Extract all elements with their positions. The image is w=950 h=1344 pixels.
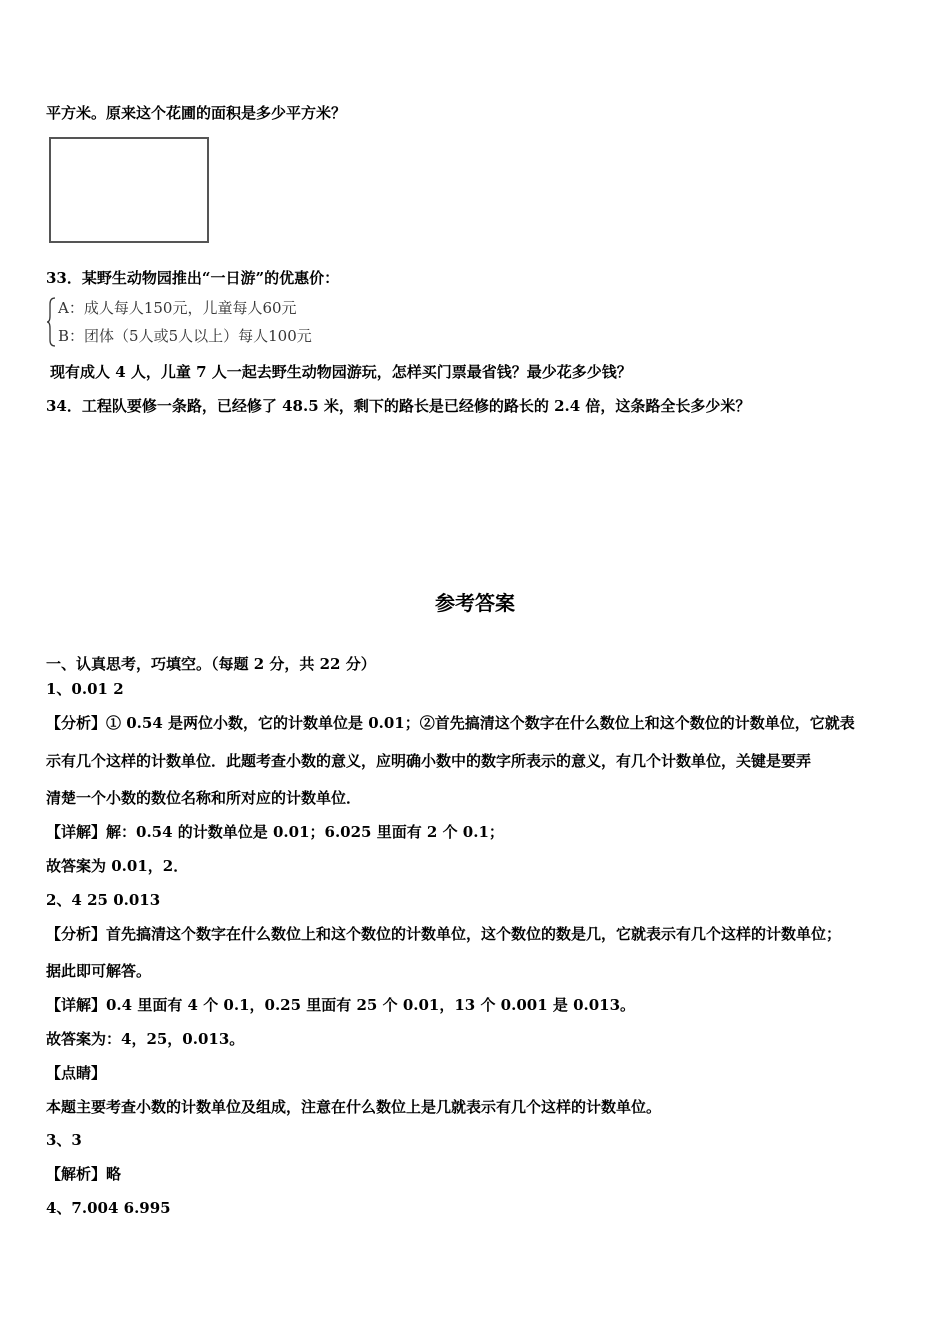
q34-text: 34．工程队要修一条路，已经修了 48.5 米，剩下的路长是已经修的路长的 2.4 倍，这条路全长多少米？ <box>46 397 751 415</box>
answer-1-final: 故答案为 0.01，2． <box>46 857 189 875</box>
answer-2-point: 本题主要考查小数的计数单位及组成，注意在什么数位上是几就表示有几个这样的计数单位。 <box>46 1098 662 1116</box>
answer-1-analysis-line1: 【分析】① 0.54 是两位小数，它的计数单位是 0.01；②首先搞清这个数字在什么数位上和这个数位的计数单位，它就表 <box>46 714 855 732</box>
answer-section-title: 参考答案 <box>435 591 515 615</box>
answer-1-analysis-line3: 清楚一个小数的数位名称和所对应的计数单位． <box>46 789 362 807</box>
answer-2-analysis-line1: 【分析】首先搞清这个数字在什么数位上和这个数位的计数单位，这个数位的数是几，它就表示有几个这样的计数单位； <box>46 925 842 943</box>
answer-2-point-label: 【点睛】 <box>46 1064 107 1082</box>
left-brace-icon <box>46 296 56 348</box>
q33-question: 现有成人 4 人，儿童 7 人一起去野生动物园游玩，怎样买门票最省钱？最少花多少钱？ <box>50 363 632 381</box>
q33-option-a: A：成人每人150元，儿童每人60元 <box>58 299 297 317</box>
q33-pricing-options <box>46 296 366 348</box>
q32-tail-text: 平方米。原来这个花圃的面积是多少平方米？ <box>46 104 347 122</box>
q33-option-b: B：团体（5人或5人以上）每人100元 <box>58 327 312 345</box>
answer-1: 1、0.01 2 <box>46 680 124 698</box>
rectangle-figure <box>49 137 209 243</box>
answer-3-analysis: 【解析】略 <box>46 1165 122 1183</box>
q33-title: 33．某野生动物园推出“一日游”的优惠价： <box>46 269 340 287</box>
answer-2-analysis-line2: 据此即可解答。 <box>46 962 152 980</box>
answer-2-detail: 【详解】0.4 里面有 4 个 0.1，0.25 里面有 25 个 0.01，13 个 0.001 是 0.013。 <box>46 996 636 1014</box>
answer-2-final: 故答案为：4，25，0.013。 <box>46 1030 245 1048</box>
answer-2: 2、4 25 0.013 <box>46 891 161 909</box>
section1-heading: 一、认真思考，巧填空。（每题 2 分，共 22 分） <box>46 655 376 673</box>
answer-1-analysis-line2: 示有几个这样的计数单位．此题考查小数的意义，应明确小数中的数字所表示的意义，有几个计数单位，关键是要弄 <box>46 752 812 770</box>
answer-1-detail: 【详解】解：0.54 的计数单位是 0.01；6.025 里面有 2 个 0.1； <box>46 823 504 841</box>
answer-3: 3、3 <box>46 1131 82 1149</box>
answer-4: 4、7.004 6.995 <box>46 1199 171 1217</box>
